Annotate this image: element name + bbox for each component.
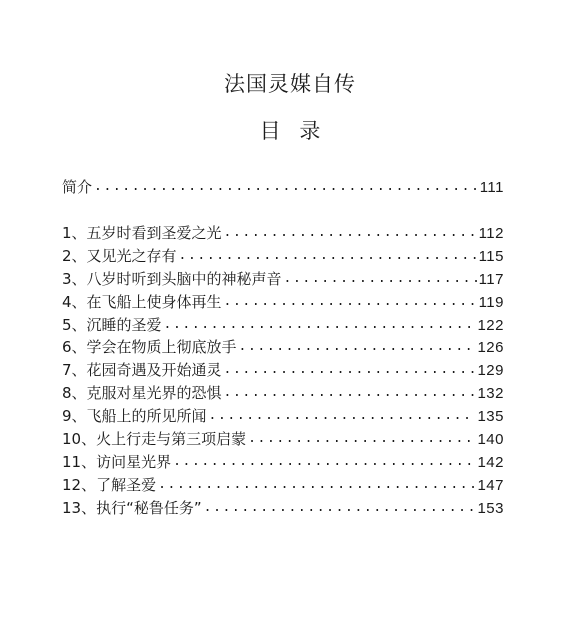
toc-heading: 目 录 (259, 119, 327, 143)
toc-entry[interactable] (62, 268, 504, 291)
toc-entry-label: 9、飞船上的所见所闻 (62, 407, 207, 426)
toc-entry[interactable] (62, 474, 504, 497)
toc-entry[interactable] (62, 451, 504, 474)
toc-leader-dots (179, 245, 477, 267)
toc-entry-page: 142 (477, 453, 504, 471)
toc-entry[interactable] (62, 382, 504, 405)
toc-entry[interactable] (62, 336, 504, 359)
toc-entry[interactable] (62, 497, 504, 520)
toc-leader-dots (224, 359, 476, 381)
toc-leader-dots (284, 268, 477, 290)
toc-entry-page: 119 (478, 293, 504, 311)
toc-entry[interactable] (62, 291, 504, 314)
toc-entry-label: 11、访问星光界 (62, 452, 172, 471)
toc-leader-dots (224, 222, 477, 244)
toc-entry-page: 153 (477, 499, 504, 517)
toc-leader-dots (224, 291, 477, 313)
toc-entry[interactable] (62, 314, 504, 337)
toc-entry[interactable] (62, 428, 504, 451)
toc-entry-label: 1、五岁时看到圣爱之光 (62, 224, 222, 242)
toc-leader-dots (204, 497, 476, 519)
toc-entry-page: 112 (478, 225, 504, 242)
toc-entry-page: 126 (477, 339, 504, 357)
toc-entry-label: 2、又见光之存有 (62, 246, 177, 265)
toc-entry-label: 12、了解圣爱 (62, 475, 157, 494)
toc-entry-label: 5、沉睡的圣爱 (62, 315, 162, 334)
toc-leader-dots (173, 451, 475, 473)
toc-entry-label: 4、在飞船上使身体再生 (62, 292, 222, 311)
toc-intro-section (62, 176, 504, 199)
toc-entry-label: 10、火上行走与第三项启蒙 (62, 430, 247, 449)
toc-chapter-list (62, 222, 504, 520)
toc-entry-page: 132 (477, 385, 504, 403)
toc-entry-page: 111 (479, 179, 504, 196)
toc-entry[interactable] (62, 359, 504, 382)
toc-entry[interactable] (62, 245, 504, 268)
toc-leader-dots (94, 176, 478, 198)
toc-entry-page: 140 (477, 431, 504, 449)
toc-entry-page: 115 (478, 247, 504, 265)
toc-entry[interactable] (62, 405, 504, 428)
toc-leader-dots (248, 428, 475, 450)
toc-entry-label: 7、花园奇遇及开始通灵 (62, 361, 222, 380)
toc-leader-dots (164, 314, 476, 336)
toc-entry-page: 147 (477, 476, 504, 494)
toc-entry-page: 122 (477, 316, 504, 334)
toc-entry-label: 13、执行“秘鲁任务” (62, 498, 202, 517)
toc-entry-page: 129 (477, 362, 504, 380)
toc-leader-dots (209, 405, 476, 427)
toc-entry-page: 117 (478, 270, 504, 288)
toc-entry-page: 135 (477, 408, 504, 426)
toc-entry-label: 3、八岁时听到头脑中的神秘声音 (62, 269, 282, 288)
toc-entry-label: 8、克服对星光界的恐惧 (62, 384, 222, 403)
toc-entry-label: 简介 (62, 178, 93, 196)
toc-entry[interactable] (62, 222, 504, 245)
toc-leader-dots (158, 474, 475, 496)
toc-entry-intro[interactable] (62, 176, 504, 199)
toc-entry-label: 6、学会在物质上彻底放手 (62, 338, 237, 357)
book-title: 法国灵媒自传 (224, 72, 356, 96)
toc-leader-dots (239, 336, 476, 358)
toc-leader-dots (224, 382, 476, 404)
